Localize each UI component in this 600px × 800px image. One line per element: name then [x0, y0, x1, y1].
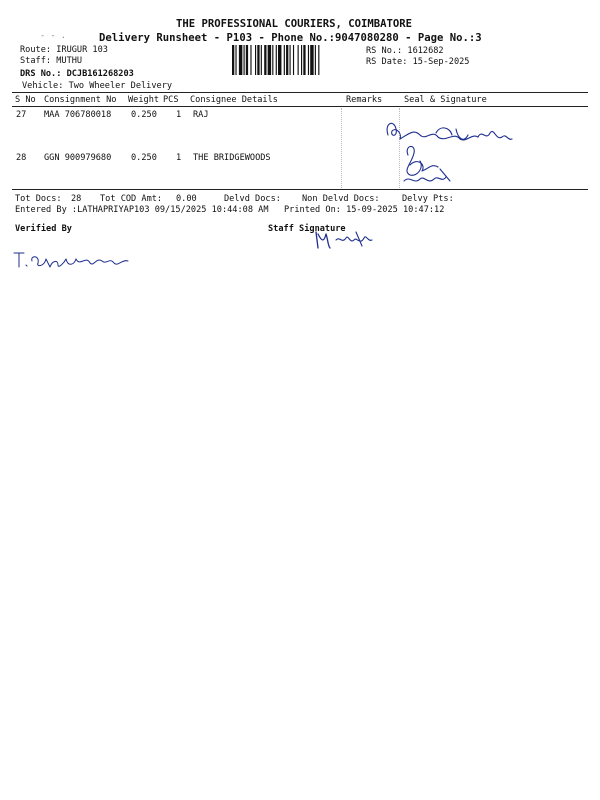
col-consignee: Consignee Details: [190, 95, 278, 105]
barcode: [232, 45, 360, 75]
non-delvd-docs-label: Non Delvd Docs:: [302, 194, 380, 204]
tot-docs-value: 28: [71, 194, 82, 204]
col-remarks: Remarks: [346, 95, 383, 105]
runsheet-title: Delivery Runsheet - P103 - Phone No.:9047080280 - Page No.:3: [99, 32, 482, 44]
row-28-sno: 28: [16, 153, 27, 163]
col-weight: Weight: [128, 95, 160, 105]
row-28-consignee: THE BRIDGEWOODS: [193, 153, 271, 163]
company-name: THE PROFESSIONAL COURIERS, COIMBATORE: [176, 18, 412, 30]
row-28-weight: 0.250: [131, 153, 157, 163]
printed-on: Printed On: 15-09-2025 10:47:12: [284, 205, 445, 215]
verifier-signature: [10, 245, 140, 273]
tot-cod-label: Tot COD Amt:: [100, 194, 163, 204]
rs-date: RS Date: 15-Sep-2025: [366, 57, 470, 67]
col-pcs: PCS: [163, 95, 179, 105]
row-28-pcs: 1: [176, 153, 182, 163]
verified-by-label: Verified By: [15, 224, 72, 234]
delvd-docs-label: Delvd Docs:: [224, 194, 281, 204]
row-27-consignee: RAJ: [193, 110, 209, 120]
remarks-divider: [341, 108, 342, 188]
entered-by: Entered By :LATHAPRIYAP103 09/15/2025 10:44:08 AM: [15, 205, 269, 215]
corner-mark: - - .: [40, 31, 66, 41]
table-top-rule: [12, 92, 588, 93]
col-sno: S No: [15, 95, 36, 105]
vehicle-label: Vehicle: Two Wheeler Delivery: [22, 81, 173, 91]
tot-cod-value: 0.00: [176, 194, 197, 204]
staff-signature-label: Staff Signature: [268, 224, 346, 234]
staff-label: Staff: MUTHU: [20, 56, 83, 66]
col-seal-signature: Seal & Signature: [404, 95, 487, 105]
row-27-sno: 27: [16, 110, 27, 120]
col-consignment: Consignment No: [44, 95, 117, 105]
route-label: Route: IRUGUR 103: [20, 45, 108, 55]
table-bottom-rule: [12, 189, 588, 190]
recipient-signature: [380, 115, 540, 195]
row-27-consignment: MAA 706780018: [44, 110, 112, 120]
row-28-consignment: GGN 900979680: [44, 153, 112, 163]
rs-number: RS No.: 1612682: [366, 46, 444, 56]
staff-signature: [312, 226, 382, 252]
tot-docs-label: Tot Docs:: [15, 194, 62, 204]
row-27-pcs: 1: [176, 110, 182, 120]
row-27-weight: 0.250: [131, 110, 157, 120]
table-header-rule: [12, 106, 588, 107]
drs-number: DRS No.: DCJB161268203: [20, 69, 134, 79]
delvy-pts-label: Delvy Pts:: [402, 194, 454, 204]
